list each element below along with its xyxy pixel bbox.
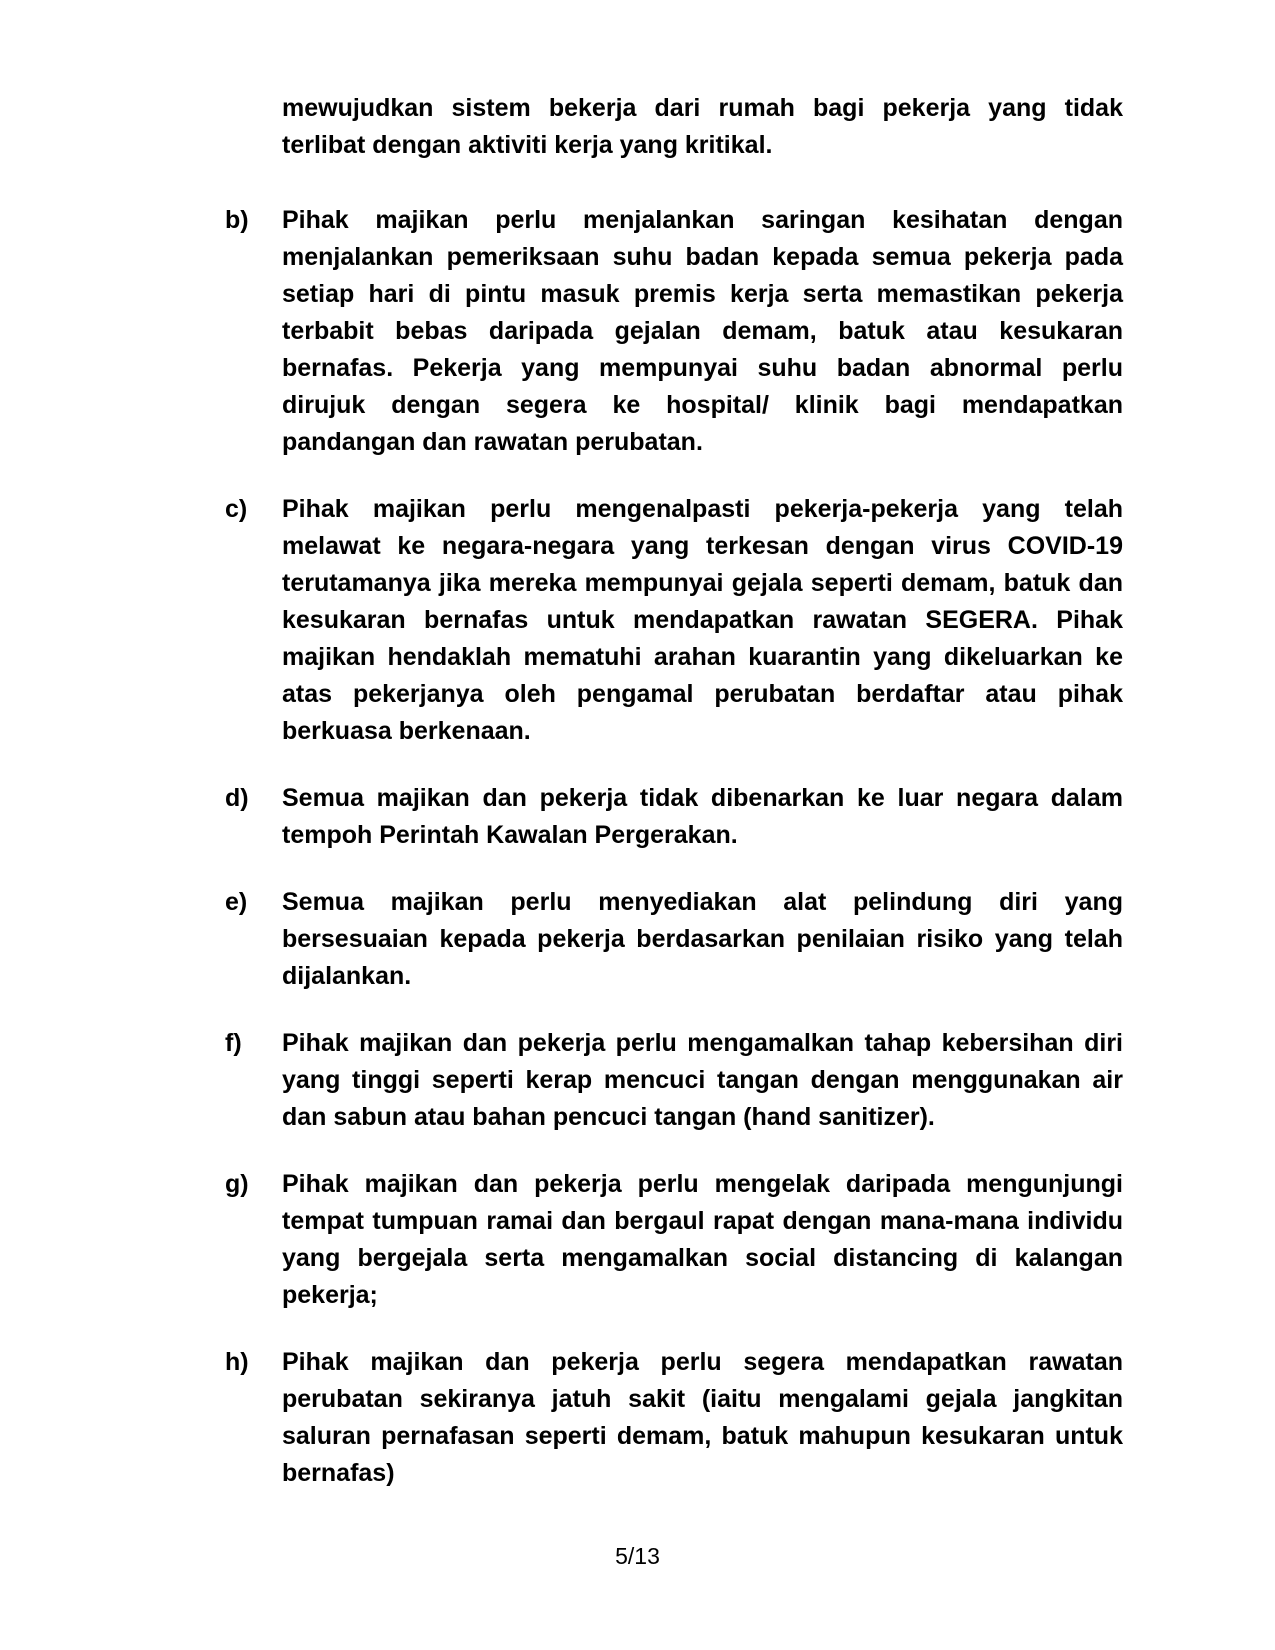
list-marker-g: g) xyxy=(225,1170,249,1198)
list-item-b xyxy=(225,202,1123,461)
list-marker-d: d) xyxy=(225,784,249,812)
list-item-f xyxy=(225,1025,1123,1136)
list-marker-e: e) xyxy=(225,888,248,916)
list-item-c xyxy=(225,491,1123,750)
list-item-text-e: Semua majikan perlu menyediakan alat pelindung diri yang bersesuaian kepada pekerja berdasarkan penilaian risiko yang telah dijalankan. xyxy=(282,888,1123,990)
list-marker-h: h) xyxy=(225,1348,249,1376)
list-item-g xyxy=(225,1166,1123,1314)
list-item-text-c: Pihak majikan perlu mengenalpasti pekerja-pekerja yang telah melawat ke negara-negara yang terkesan dengan virus COVID-19 terutamanya jika mereka mempunyai gejala seperti demam, batuk dan kesukaran bernafas untuk mendapatkan rawatan SEGERA. Pihak majikan hendaklah mematuhi arahan kuarantin yang dikeluarkan ke atas pekerjanya oleh pengamal perubatan berdaftar atau pihak berkuasa berkenaan. xyxy=(282,495,1123,745)
list-item-text-d: Semua majikan dan pekerja tidak dibenarkan ke luar negara dalam tempoh Perintah Kawalan Pergerakan. xyxy=(282,784,1123,849)
list-marker-c: c) xyxy=(225,495,248,523)
list-item-text-f: Pihak majikan dan pekerja perlu mengamalkan tahap kebersihan diri yang tinggi seperti kerap mencuci tangan dengan menggunakan air dan sabun atau bahan pencuci tangan (hand sanitizer). xyxy=(282,1029,1123,1131)
list-item-text-h: Pihak majikan dan pekerja perlu segera mendapatkan rawatan perubatan sekiranya jatuh sakit (iaitu mengalami gejala jangkitan saluran pernafasan seperti demam, batuk mahupun kesukaran untuk bernafas) xyxy=(282,1348,1123,1487)
list-item-e xyxy=(225,884,1123,995)
list-item-text-g: Pihak majikan dan pekerja perlu mengelak daripada mengunjungi tempat tumpuan ramai dan bergaul rapat dengan mana-mana individu yang bergejala serta mengamalkan social distancing di kalangan pekerja; xyxy=(282,1170,1123,1309)
paragraph-continuation: mewujudkan sistem bekerja dari rumah bagi pekerja yang tidak terlibat dengan aktiviti kerja yang kritikal. xyxy=(282,94,1123,159)
list-marker-f: f) xyxy=(225,1029,242,1057)
list-marker-b: b) xyxy=(225,206,249,234)
list-item-h xyxy=(225,1344,1123,1492)
document-body xyxy=(225,90,1123,1492)
page-number: 5/13 xyxy=(615,1543,660,1569)
list-item-d xyxy=(225,780,1123,854)
list-item-text-b: Pihak majikan perlu menjalankan saringan kesihatan dengan menjalankan pemeriksaan suhu badan kepada semua pekerja pada setiap hari di pintu masuk premis kerja serta memastikan pekerja terbabit bebas daripada gejalan demam, batuk atau kesukaran bernafas. Pekerja yang mempunyai suhu badan abnormal perlu dirujuk dengan segera ke hospital/ klinik bagi mendapatkan pandangan dan rawatan perubatan. xyxy=(282,206,1123,456)
